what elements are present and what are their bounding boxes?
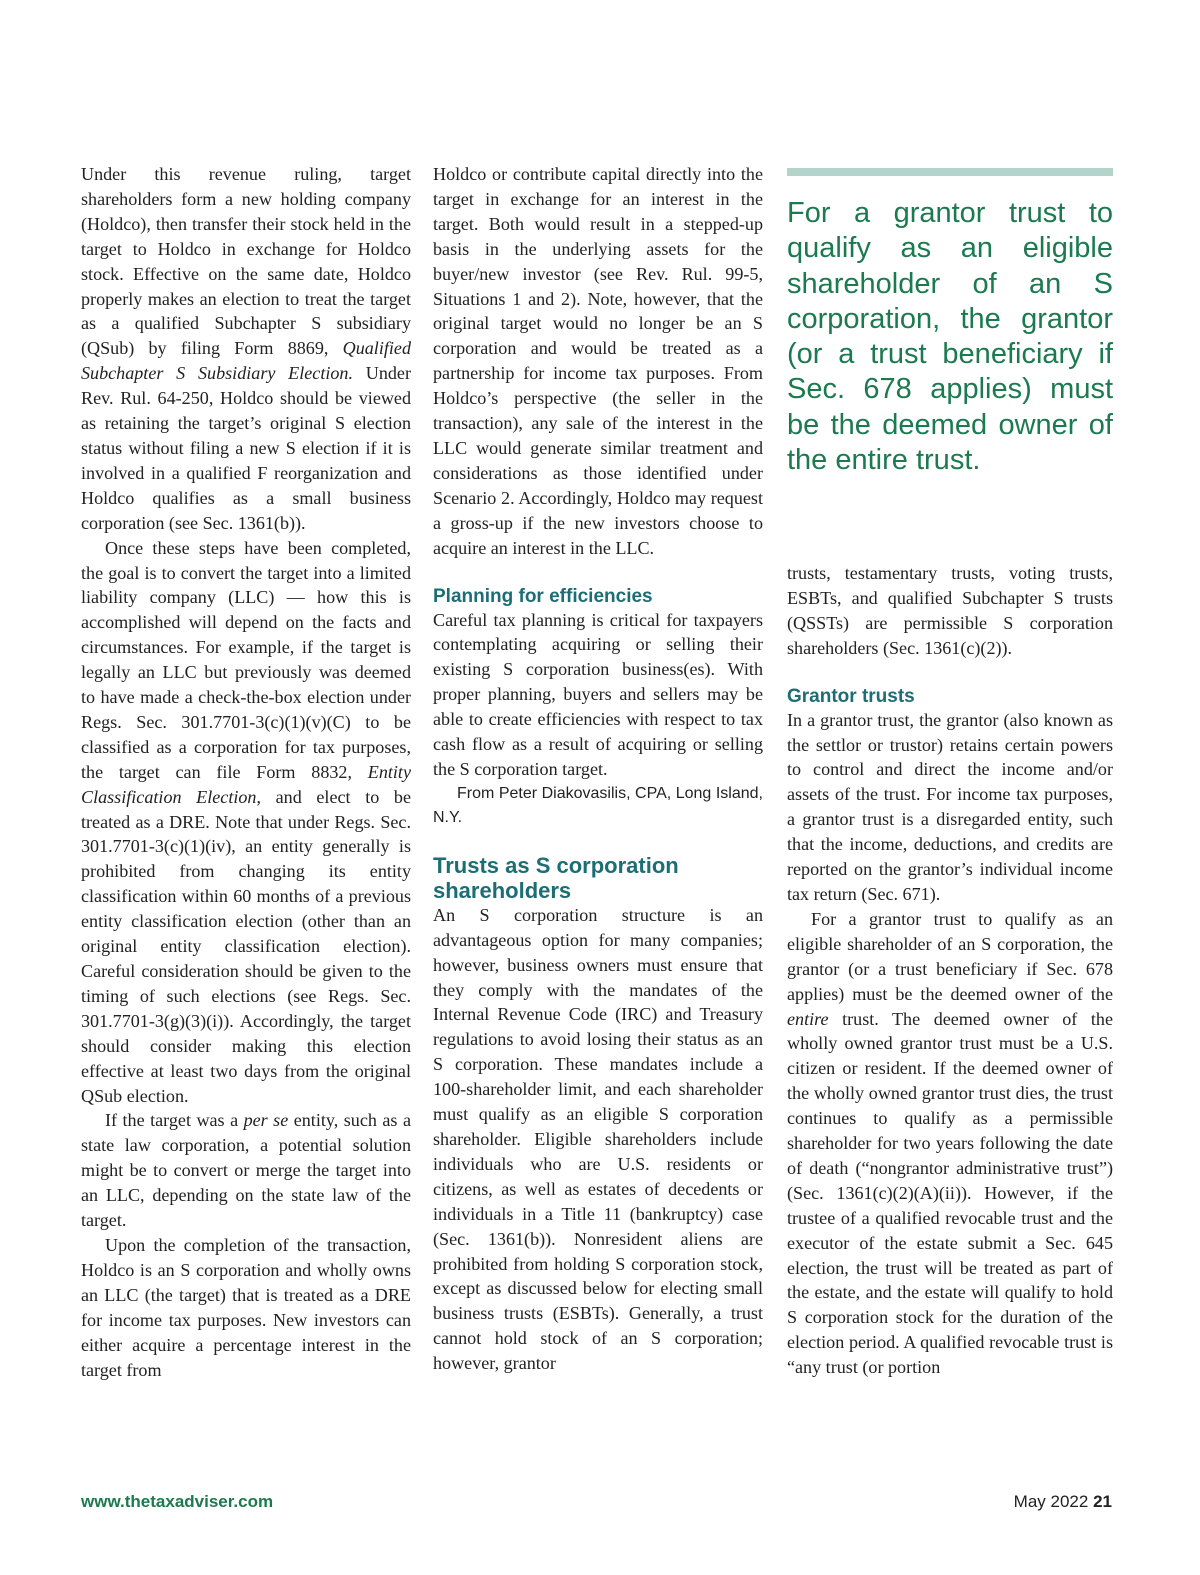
body-paragraph: Once these steps have been completed, the goal is to convert the target into a limited liability company (LLC) — how this is accomplished will depend on the facts and circumstances. For example, if the target is legally an LLC but previously was deemed to have made a check-the-box election under Regs. Sec. 301.7701-3(c)(1)(v)(C) to be classified as a corporation for tax purposes, the target can file Form 8832, Entity Classification Election, and elect to be treated as a DRE. Note that under Regs. Sec. 301.7701-3(c)(1)(iv), an entity generally is prohibited from changing its entity classification within 60 months of a previous entity classification election (other than an original entity classification election). Careful consideration should be given to the timing of such elections (see Regs. Sec. 301.7701-3(g)(3)(i)). Accordingly, the target should consider making this election effective at least two days from the original QSub election. <box>81 537 411 1106</box>
column-1 <box>81 162 411 1382</box>
issue-date: May 2022 <box>1013 1492 1089 1511</box>
section-heading-trusts: Trusts as S corporation shareholders <box>433 852 679 903</box>
section-heading-planning: Planning for efficiencies <box>433 585 653 607</box>
author-byline: From Peter Diakovasilis, CPA, Long Island, N.Y. <box>433 784 763 826</box>
body-paragraph: trusts, testamentary trusts, voting trusts, ESBTs, and qualified Subchapter S trusts (QSSTs) are permissible S corporation shareholders (Sec. 1361(c)(2)). <box>787 563 1113 658</box>
italic-term: per se <box>243 1110 289 1131</box>
body-paragraph: In a grantor trust, the grantor (also known as the settlor or trustor) retains certain powers to control and direct the income and/or assets of the trust. For income tax purposes, a grantor trust is a disregarded entity, such that the income, deductions, and credits are reported on the grantor’s individual income tax return (Sec. 671). <box>787 709 1113 904</box>
body-paragraph: If the target was a per se entity, such as a state law corporation, a potential solution might be to convert or merge the target into an LLC, depending on the state law of the target. <box>81 1110 411 1231</box>
body-paragraph: Careful tax planning is critical for taxpayers contemplating acquiring or selling their existing S corporation business(es). With proper planning, buyers and sellers may be able to create efficiencies with respect to tax cash flow as a result of acquiring or selling the S corporation target. <box>433 609 763 779</box>
pullquote-rule <box>787 168 1113 176</box>
column-3-body <box>787 561 1113 1380</box>
footer-issue-page <box>1014 1492 1112 1512</box>
footer-website-link[interactable]: www.thetaxadviser.com <box>81 1492 274 1511</box>
body-paragraph: Holdco or contribute capital directly into the target in exchange for an interest in the target. Both would result in a stepped-up basis in the underlying assets for the buyer/new investor (see Rev. Rul. 99-5, Situations 1 and 2). Note, however, that the original target would no longer be an S corporation and would be treated as a partnership for income tax purposes. From Holdco’s perspective (the seller in the transaction), any sale of the interest in the LLC would generate similar treatment and considerations as those identified under Scenario 2. Accordingly, Holdco may request a gross-up if the new investors choose to acquire an interest in the LLC. <box>433 164 763 558</box>
form-title: Qualified Subchapter S Subsidiary Election. <box>81 338 411 384</box>
body-paragraph: Upon the completion of the transaction, Holdco is an S corporation and wholly owns an LLC (the target) that is treated as a DRE for income tax purposes. New investors can either acquire a percentage interest in the target from <box>81 1234 411 1380</box>
section-heading-grantor-trusts: Grantor trusts <box>787 685 915 707</box>
page-number: 21 <box>1093 1492 1112 1511</box>
body-paragraph: For a grantor trust to qualify as an eligible shareholder of an S corporation, the grantor (or a trust beneficiary if Sec. 678 applies) must be the deemed owner of the entire trust. The deemed owner of the wholly owned grantor trust must be a U.S. citizen or resident. If the deemed owner of the wholly owned grantor trust dies, the trust continues to qualify as a permissible shareholder for two years following the date of death (“nongrantor administrative trust”) (Sec. 1361(c)(2)(A)(ii)). However, if the trustee of a qualified revocable trust and the executor of the estate submit a Sec. 645 election, the trust will be treated as part of the estate, and the estate will qualify to hold S corporation stock for the duration of the election period. A qualified revocable trust is “any trust (or portion <box>787 908 1113 1378</box>
body-paragraph: Under this revenue ruling, target shareholders form a new holding company (Holdco), then transfer their stock held in the target to Holdco in exchange for Holdco stock. Effective on the same date, Holdco properly makes an election to treat the target as a qualified Subchapter S subsidiary (QSub) by filing Form 8869, Qualified Subchapter S Subsidiary Election. Under Rev. Rul. 64-250, Holdco should be viewed as retaining the target’s original S election status without filing a new S election if it is involved in a qualified F reorganization and Holdco qualifies as a small business corporation (see Sec. 1361(b)). <box>81 164 411 533</box>
body-paragraph: An S corporation structure is an advantageous option for many companies; however, business owners must ensure that they comply with the mandates of the Internal Revenue Code (IRC) and Treasury regulations to avoid losing their status as an S corporation. These mandates include a 100-shareholder limit, and each shareholder must qualify as an eligible S corporation shareholder. Eligible shareholders include individuals who are U.S. residents or citizens, as well as estates of decedents or individuals in a Title 11 (bankruptcy) case (Sec. 1361(b)). Nonresident aliens are prohibited from holding S corporation stock, except as discussed below for electing small business trusts (ESBTs). Generally, a trust cannot hold stock of an S corporation; however, grantor <box>433 904 763 1374</box>
form-title: Entity Classification Election <box>81 761 411 807</box>
pullquote: For a grantor trust to qualify as an eligible shareholder of an S corporation, the grantor (or a trust beneficiary if Sec. 678 applies) must be the deemed owner of the entire trust. <box>787 197 1113 477</box>
column-2 <box>433 162 763 1376</box>
italic-term: entire <box>787 1008 829 1029</box>
